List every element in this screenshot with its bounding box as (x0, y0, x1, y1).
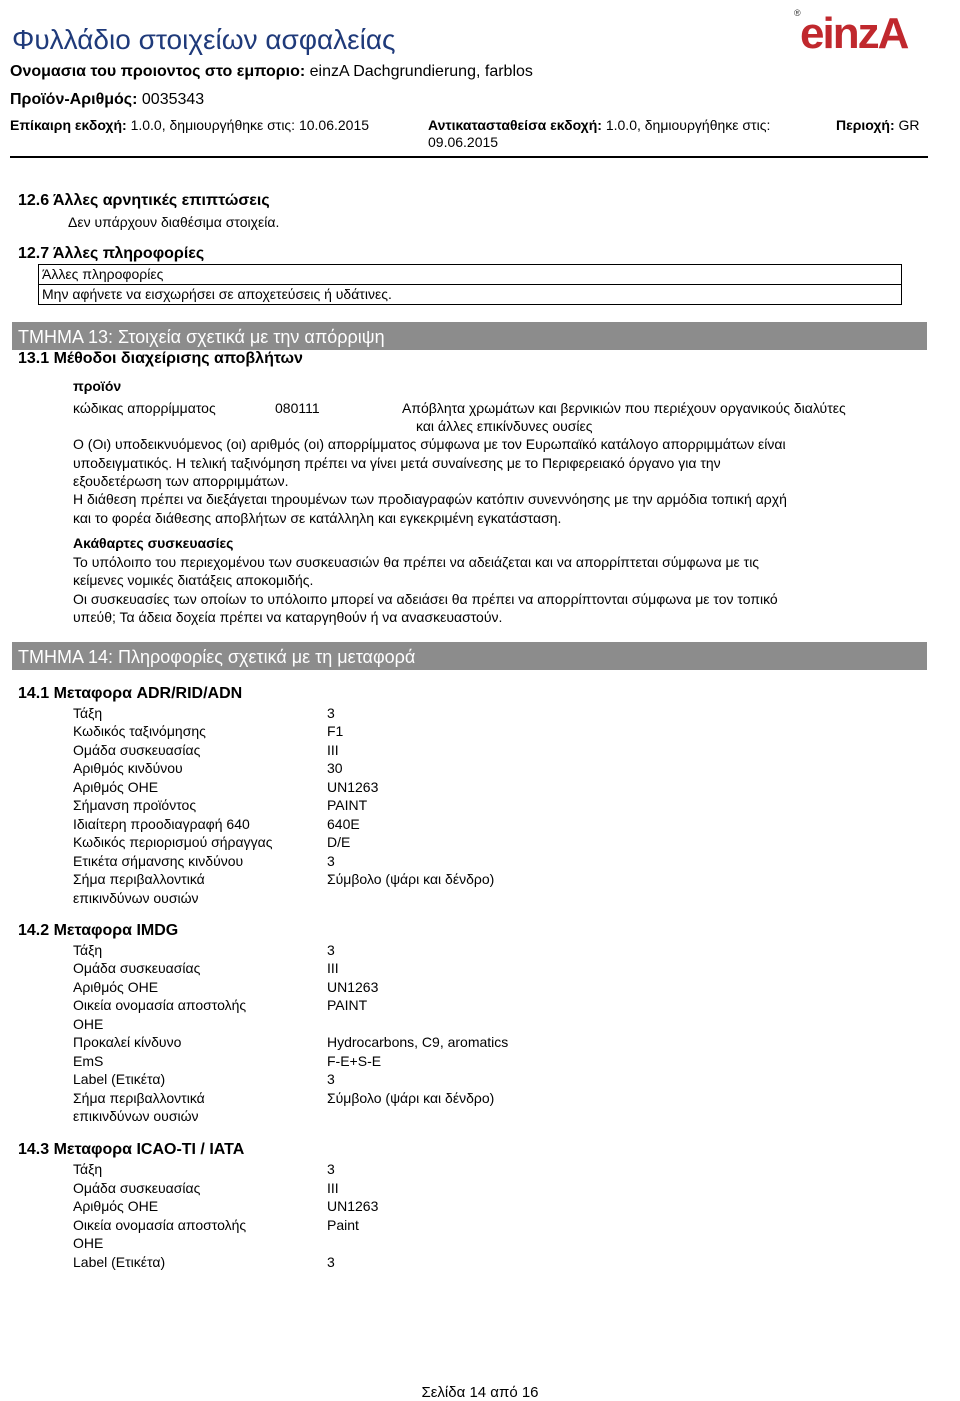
imdg-label: EmS (73, 1053, 104, 1069)
imdg-value: F-E+S-E (327, 1053, 382, 1069)
waste-note-line-2: υποδειγματικός. Η τελική ταξινόμηση πρέπει να γίνει μετά συναίνεσης με το Περιφερειακό όργανο για την (73, 455, 721, 471)
waste-note-line-1: Ο (Οι) υποδεικνυόμενος (οι) αριθμός (οι) απορρίμματος σύμφωνα με τον Ευρωπαϊκό κατάλογο απορριμμάτων είναι (73, 436, 786, 452)
adr-label: Σήμα περιβαλλοντικά (73, 871, 205, 887)
other-info-box-text: Μην αφήνετε να εισχωρήσει σε αποχετεύσεις ή υδάτινες. (39, 284, 901, 304)
adr-label-continued: επικινδύνων ουσιών (73, 890, 199, 906)
imdg-label: Ομάδα συσκευασίας (73, 960, 201, 976)
adr-value: F1 (327, 723, 344, 739)
adr-value: III (327, 742, 339, 758)
replaced-version (428, 117, 770, 133)
trade-name-label: Ονομασια του προιοντος στο εμποριο: (10, 63, 306, 80)
iata-value: III (327, 1180, 339, 1196)
adr-label: Αριθμός ΟΗΕ (73, 779, 159, 795)
current-version-label: Επίκαιρη εκδοχή: (10, 117, 127, 133)
header-divider (10, 156, 928, 158)
imdg-label: Προκαλεί κίνδυνο (73, 1034, 182, 1050)
section-12-7-heading: 12.7 Άλλες πληροφορίες (18, 245, 205, 262)
adr-value: Σύμβολο (ψάρι και δένδρο) (327, 871, 495, 887)
adr-label: Σήμανση προϊόντος (73, 797, 197, 813)
iata-label: Label (Ετικέτα) (73, 1254, 166, 1270)
imdg-label: Label (Ετικέτα) (73, 1071, 166, 1087)
imdg-label-continued: ΟΗΕ (73, 1016, 104, 1032)
packaging-note-line-1: Το υπόλοιπο του περιεχομένου των συσκευασιών θα πρέπει να αδειάζεται και να απορρίπτεται σύμφωνα με τις (73, 554, 760, 570)
imdg-value: 3 (327, 1071, 335, 1087)
section-14-bar: ΤΜΗΜΑ 14: Πληροφορίες σχετικά με τη μεταφορά (12, 642, 927, 670)
iata-label: Τάξη (73, 1161, 103, 1177)
other-info-box-title: Άλλες πληροφορίες (42, 266, 164, 282)
iata-value: UN1263 (327, 1198, 379, 1214)
section-14-1-heading: 14.1 Μεταφορα ADR/RID/ADN (18, 685, 243, 702)
adr-label: Ομάδα συσκευασίας (73, 742, 201, 758)
region (836, 117, 920, 133)
waste-code-value: 080111 (275, 400, 320, 416)
adr-value: 640E (327, 816, 360, 832)
brand-logo-text: einzA (800, 9, 908, 58)
region-value: GR (898, 117, 920, 133)
disposal-note-line-1: Η διάθεση πρέπει να διεξάγεται τηρουμένων των προδιαγραφών κατόπιν συνεννόησης με την αρμόδια τοπική αρχή (73, 491, 787, 507)
adr-value: PAINT (327, 797, 368, 813)
imdg-label: Τάξη (73, 942, 103, 958)
packaging-title: Ακάθαρτες συσκευασίες (73, 535, 234, 551)
adr-label: Ετικέτα σήμανσης κινδύνου (73, 853, 244, 869)
product-label: προϊόν (73, 378, 122, 394)
other-info-box (38, 264, 902, 305)
product-number-value: 0035343 (141, 91, 205, 108)
imdg-value: UN1263 (327, 979, 379, 995)
adr-value: 30 (327, 760, 343, 776)
imdg-value: PAINT (327, 997, 368, 1013)
adr-value: 3 (327, 853, 335, 869)
replaced-version-value: 1.0.0, δημιουργήθηκε στις: (605, 117, 771, 133)
adr-value: D/E (327, 834, 351, 850)
iata-label-continued: ΟΗΕ (73, 1235, 104, 1251)
current-version (10, 117, 369, 133)
imdg-value: Hydrocarbons, C9, aromatics (327, 1034, 509, 1050)
iata-value: 3 (327, 1254, 335, 1270)
adr-value: 3 (327, 705, 335, 721)
imdg-label: Αριθμός ΟΗΕ (73, 979, 159, 995)
section-13-bar: ΤΜΗΜΑ 13: Στοιχεία σχετικά με την απόρριψη (12, 322, 927, 350)
adr-label: Τάξη (73, 705, 103, 721)
adr-label: Ιδιαίτερη προοδιαγραφή 640 (73, 816, 250, 832)
section-14-3-heading: 14.3 Μεταφορα ICAO-TI / IATA (18, 1141, 245, 1158)
replaced-version-date: 09.06.2015 (428, 134, 499, 150)
imdg-value: III (327, 960, 339, 976)
disposal-note-line-2: και το φορέα διάθεσης αποβλήτων σε κατάλληλη και εγκεκριμένη εγκατάσταση. (73, 510, 562, 526)
trade-name-line (10, 63, 533, 81)
waste-code-label: κώδικας απορρίμματος (73, 400, 216, 416)
replaced-version-label: Αντικατασταθείσα εκδοχή: (428, 117, 602, 133)
svg-text:®: ® (794, 8, 801, 18)
brand-logo (792, 2, 912, 58)
packaging-note-line-4: υπεύθ; Τα άδεια δοχεία πρέπει να καταργηθούν ή να ανασκευαστούν. (73, 609, 503, 625)
waste-description-line-2: και άλλες επικίνδυνες ουσίες (416, 418, 593, 434)
adr-label: Αριθμός κινδύνου (73, 760, 183, 776)
waste-description-line-1: Απόβλητα χρωμάτων και βερνικιών που περιέχουν οργανικούς διαλύτες (402, 400, 846, 416)
section-14-2-heading: 14.2 Μεταφορα IMDG (18, 922, 179, 939)
imdg-label: Σήμα περιβαλλοντικά (73, 1090, 205, 1106)
imdg-value: 3 (327, 942, 335, 958)
imdg-label-continued: επικινδύνων ουσιών (73, 1108, 199, 1124)
adr-value: UN1263 (327, 779, 379, 795)
product-number-label: Προϊόν-Αριθμός: (10, 91, 138, 108)
section-13-1-heading: 13.1 Μέθοδοι διαχείρισης αποβλήτων (18, 350, 303, 367)
section-12-6-text: Δεν υπάρχουν διαθέσιμα στοιχεία. (68, 214, 280, 230)
waste-note-line-3: εξουδετέρωση των απορριμμάτων. (73, 473, 289, 489)
iata-value: Paint (327, 1217, 359, 1233)
imdg-label: Οικεία ονομασία αποστολής (73, 997, 247, 1013)
trade-name-value: einzA Dachgrundierung, farblos (309, 63, 533, 80)
product-number-line (10, 91, 204, 109)
adr-label: Κωδικός ταξινόμησης (73, 723, 206, 739)
iata-value: 3 (327, 1161, 335, 1177)
imdg-value: Σύμβολο (ψάρι και δένδρο) (327, 1090, 495, 1106)
current-version-value: 1.0.0, δημιουργήθηκε στις: 10.06.2015 (130, 117, 370, 133)
packaging-note-line-2: κείμενες νομικές διατάξεις αποκομιδής. (73, 572, 314, 588)
region-label: Περιοχή: (836, 117, 895, 133)
section-12-6-heading: 12.6 Άλλες αρνητικές επιπτώσεις (18, 192, 270, 209)
document-title: Φυλλάδιο στοιχείων ασφαλείας (12, 24, 396, 55)
iata-label: Αριθμός ΟΗΕ (73, 1198, 159, 1214)
packaging-note-line-3: Οι συσκευασίες των οποίων το υπόλοιπο μπορεί να αδειάσει θα πρέπει να απορρίπτονται σύμφωνα με τον τοπικό (73, 591, 778, 607)
iata-label: Οικεία ονομασία αποστολής (73, 1217, 247, 1233)
page-number: Σελίδα 14 από 16 (421, 1384, 539, 1401)
adr-label: Κωδικός περιορισμού σήραγγας (73, 834, 273, 850)
iata-label: Ομάδα συσκευασίας (73, 1180, 201, 1196)
